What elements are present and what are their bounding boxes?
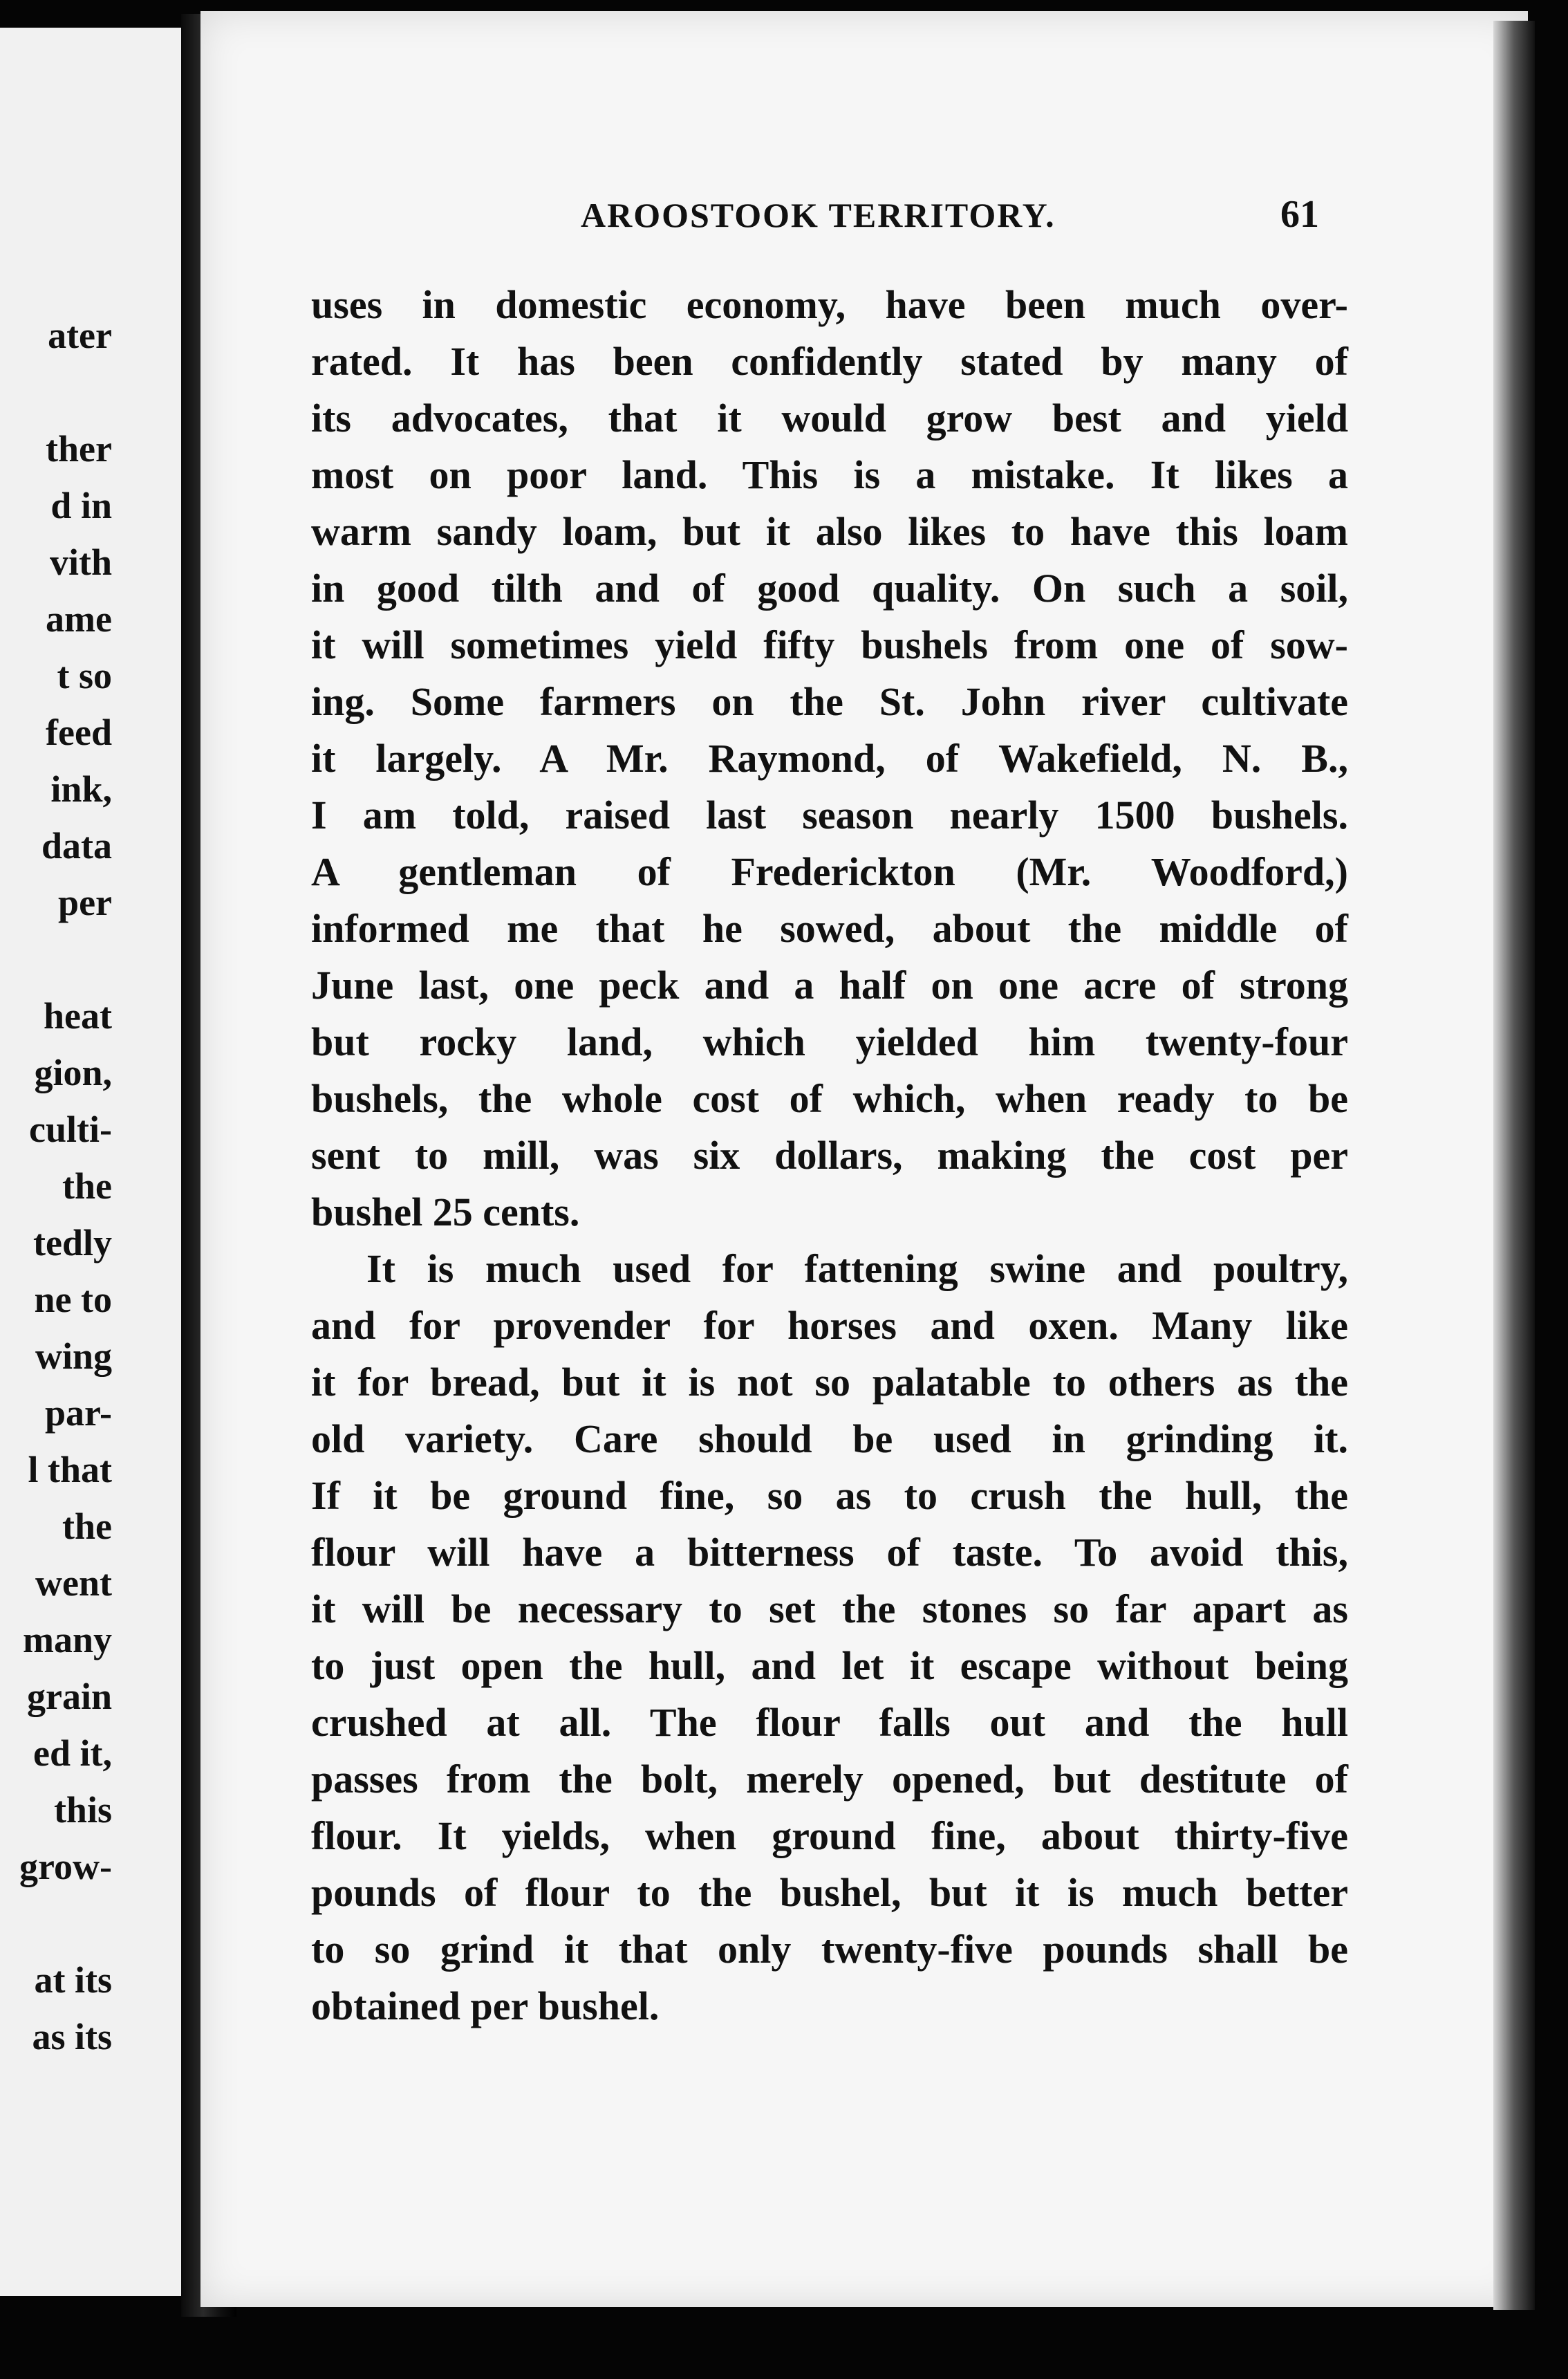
text-line: its advocates, that it would grow best and yield bbox=[311, 396, 1348, 441]
left-page-fragment: gion, bbox=[34, 1052, 112, 1093]
text-line: sent to mill, was six dollars, making the cost per bbox=[311, 1133, 1348, 1178]
paragraph-start: It is much used for fattening swine and poultry, bbox=[366, 1246, 1348, 1291]
text-line: A gentleman of Frederickton (Mr. Woodford,) bbox=[311, 849, 1348, 894]
left-page-fragment: feed bbox=[46, 712, 112, 753]
text-line: crushed at all. The flour falls out and the hull bbox=[311, 1700, 1348, 1745]
text-line: and for provender for horses and oxen. Many like bbox=[311, 1303, 1348, 1348]
left-page-fragment: at its bbox=[34, 1959, 112, 2001]
text-line: but rocky land, which yielded him twenty-four bbox=[311, 1019, 1348, 1064]
left-page-fragment: culti- bbox=[29, 1109, 112, 1150]
text-line: I am told, raised last season nearly 1500 bushels. bbox=[311, 793, 1348, 837]
text-line: informed me that he sowed, about the middle of bbox=[311, 906, 1348, 951]
left-page-fragment: t so bbox=[57, 655, 112, 696]
previous-page-edge bbox=[0, 28, 207, 2296]
body-text bbox=[311, 277, 1348, 2035]
page-edge-shadow bbox=[1493, 21, 1535, 2310]
left-page-fragment: ink, bbox=[50, 768, 112, 810]
text-line: obtained per bushel. bbox=[311, 1983, 660, 2028]
left-page-fragment: par- bbox=[45, 1392, 112, 1434]
text-line: ing. Some farmers on the St. John river cultivate bbox=[311, 679, 1348, 724]
left-page-fragment: d in bbox=[50, 485, 112, 526]
left-page-fragment: l that bbox=[28, 1449, 112, 1490]
text-line: warm sandy loam, but it also likes to have this loam bbox=[311, 509, 1348, 554]
text-line: to so grind it that only twenty-five pounds shall be bbox=[311, 1927, 1348, 1972]
text-line: pounds of flour to the bushel, but it is much better bbox=[311, 1870, 1348, 1915]
text-line: it largely. A Mr. Raymond, of Wakefield, N. B., bbox=[311, 736, 1348, 781]
left-page-fragment: went bbox=[35, 1562, 112, 1604]
text-line: If it be ground fine, so as to crush the hull, the bbox=[311, 1473, 1348, 1518]
text-line: rated. It has been confidently stated by many of bbox=[311, 339, 1348, 384]
left-page-fragment: as its bbox=[32, 2016, 112, 2057]
text-line: to just open the hull, and let it escape without being bbox=[311, 1643, 1348, 1688]
left-page-fragment: heat bbox=[44, 995, 112, 1037]
left-page-fragment: ther bbox=[46, 428, 112, 470]
text-line: bushel 25 cents. bbox=[311, 1190, 580, 1234]
left-page-fragment: per bbox=[58, 882, 112, 923]
text-line: June last, one peck and a half on one acre of strong bbox=[311, 963, 1348, 1008]
left-page-fragment: ne to bbox=[34, 1279, 112, 1320]
text-line: in good tilth and of good quality. On such a soil, bbox=[311, 566, 1348, 611]
left-page-fragment: vith bbox=[49, 541, 112, 583]
text-line: it will be necessary to set the stones so far apart as bbox=[311, 1586, 1348, 1631]
left-page-fragment: data bbox=[41, 825, 112, 867]
text-line: uses in domestic economy, have been much over- bbox=[311, 282, 1348, 327]
text-line: old variety. Care should be used in grinding it. bbox=[311, 1416, 1348, 1461]
left-page-fragment: ame bbox=[46, 598, 112, 640]
left-page-fragment: ater bbox=[48, 315, 112, 356]
left-page-fragment: tedly bbox=[33, 1222, 112, 1263]
left-page-fragment: many bbox=[22, 1619, 112, 1660]
left-page-fragment: the bbox=[62, 1165, 112, 1207]
left-page-fragment: the bbox=[62, 1506, 112, 1547]
text-line: bushels, the whole cost of which, when ready to be bbox=[311, 1076, 1348, 1121]
left-page-fragment: wing bbox=[35, 1335, 112, 1377]
left-page-fragment: grain bbox=[26, 1676, 112, 1717]
text-line: flour will have a bitterness of taste. To avoid this, bbox=[311, 1530, 1348, 1575]
text-line: it will sometimes yield fifty bushels from one of sow- bbox=[311, 622, 1348, 667]
text-line: most on poor land. This is a mistake. It likes a bbox=[311, 452, 1348, 497]
text-line: passes from the bolt, merely opened, but destitute of bbox=[311, 1757, 1348, 1802]
running-head: AROOSTOOK TERRITORY. bbox=[581, 196, 1056, 234]
left-page-fragment: ed it, bbox=[33, 1732, 112, 1774]
text-line: it for bread, but it is not so palatable to others as the bbox=[311, 1360, 1348, 1405]
left-page-fragment: grow- bbox=[19, 1846, 112, 1887]
left-page-fragment: this bbox=[53, 1789, 112, 1831]
page-number: 61 bbox=[1280, 193, 1319, 236]
text-line: flour. It yields, when ground fine, about thirty-five bbox=[311, 1813, 1348, 1858]
